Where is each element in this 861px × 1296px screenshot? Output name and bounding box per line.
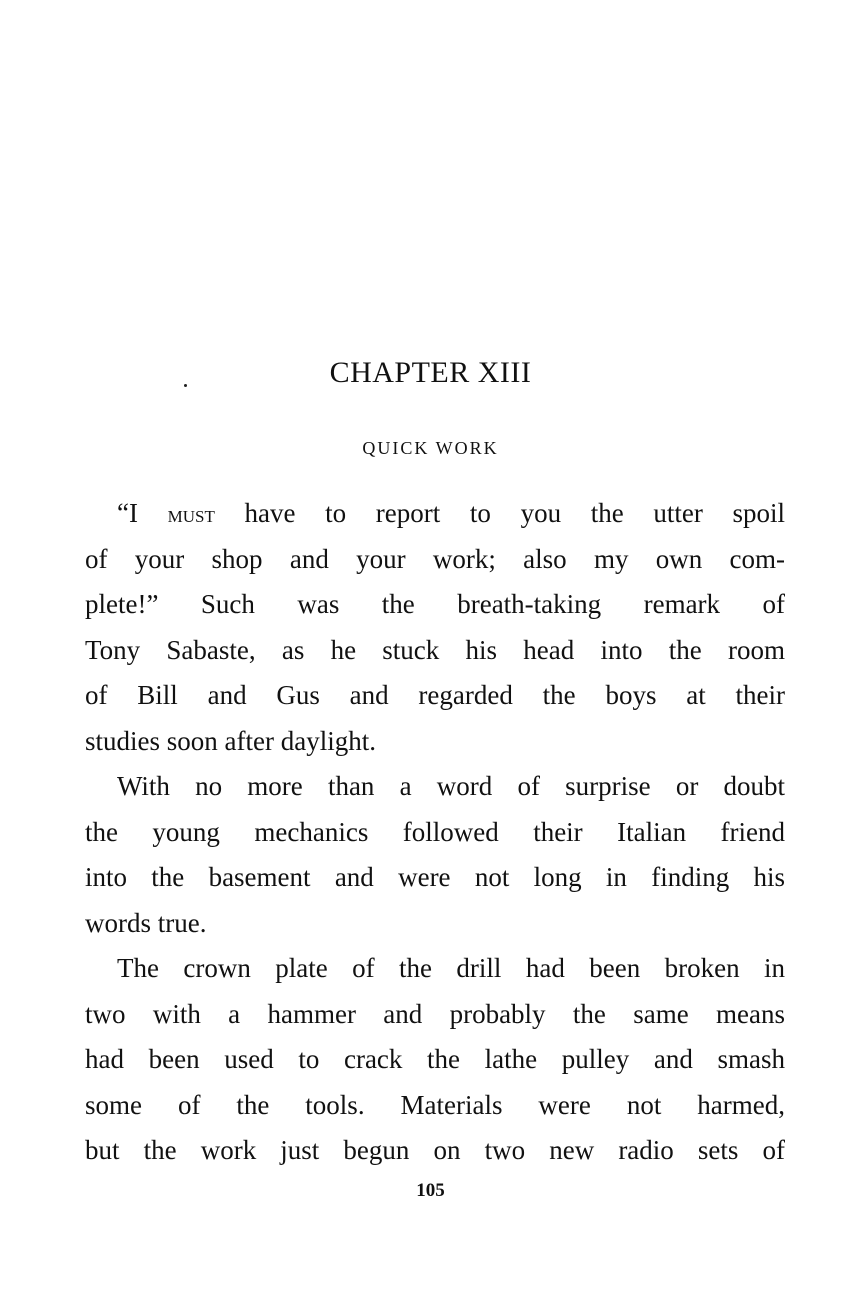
text-fragment: “I [117, 498, 168, 528]
text-line: two with a hammer and probably the same means [85, 998, 785, 1029]
paragraph [85, 491, 785, 764]
text-line: With no more than a word of surprise or doubt [117, 771, 785, 801]
text-line: The crown plate of the drill had been broken in [117, 953, 785, 983]
text-line: Tony Sabaste, as he stuck his head into the room [85, 634, 785, 665]
ink-speck [184, 384, 187, 387]
text-line [85, 491, 785, 537]
text-line: but the work just begun on two new radio sets of [85, 1135, 785, 1165]
text-line: plete!” Such was the breath-taking remark of [85, 589, 785, 619]
text-line: into the basement and were not long in finding his [85, 862, 785, 892]
chapter-title: CHAPTER XIII [329, 356, 532, 389]
text-line: had been used to crack the lathe pulley and smash [85, 1044, 785, 1074]
text-line: the young mechanics followed their Italian friend [85, 816, 785, 847]
paragraph [85, 764, 785, 946]
text-line: of Bill and Gus and regarded the boys at their [85, 680, 785, 710]
text-line: studies soon after daylight. [85, 725, 376, 756]
body-text [85, 491, 785, 1174]
small-caps-word: must [167, 502, 215, 528]
text-line: words true. [85, 907, 207, 938]
text-fragment: have to report to you the utter spoil [214, 498, 785, 528]
paragraph [85, 946, 785, 1174]
page-number: 105 [416, 1180, 445, 1201]
text-line: some of the tools. Materials were not harmed, [85, 1089, 785, 1120]
chapter-subtitle: QUICK WORK [362, 438, 499, 458]
text-line: of your shop and your work; also my own com- [85, 543, 785, 574]
